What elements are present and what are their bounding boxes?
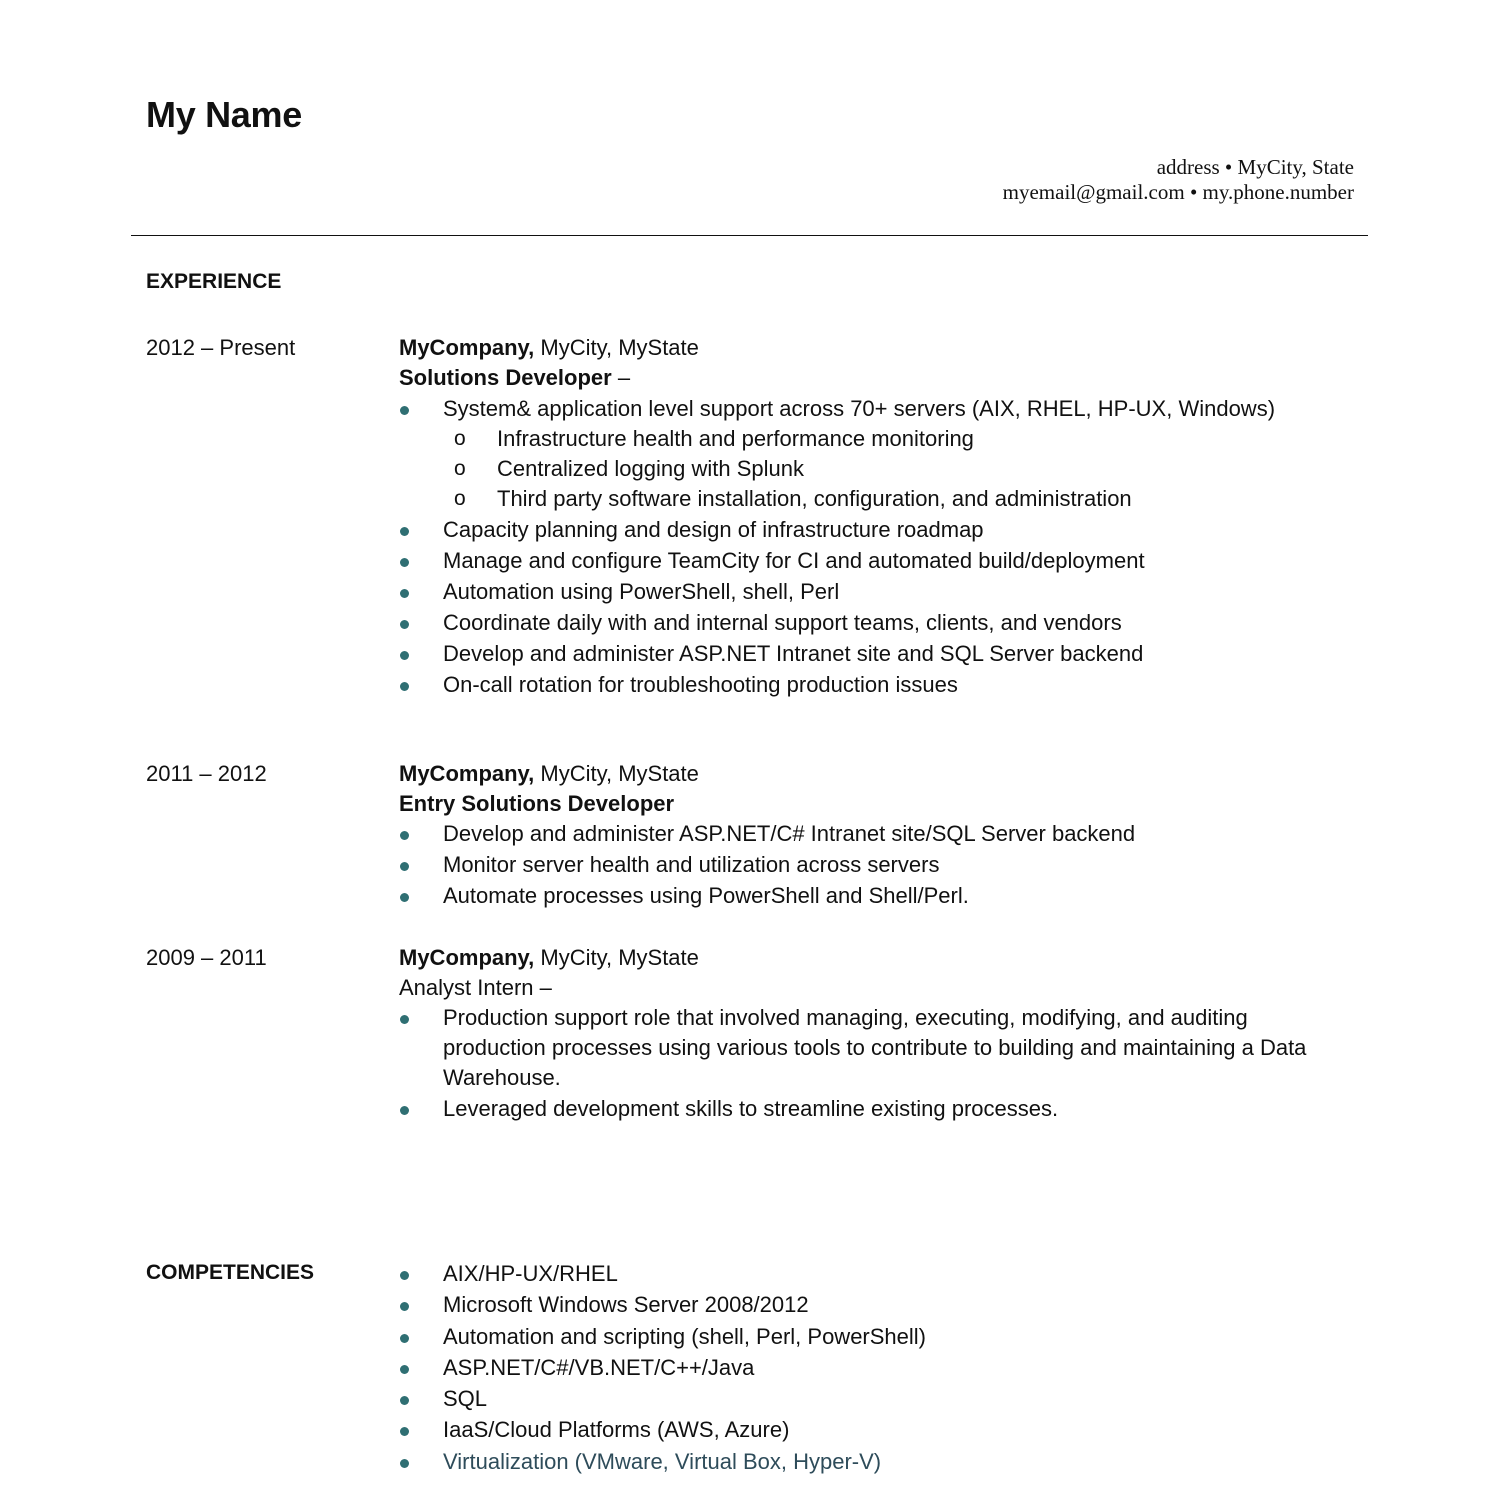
list-item: IaaS/Cloud Platforms (AWS, Azure)	[443, 1417, 790, 1442]
bullet-dot	[400, 1015, 409, 1024]
contact-email-phone: myemail@gmail.com • my.phone.number	[1002, 180, 1354, 204]
bullet-dot	[400, 527, 409, 536]
list-item: Virtualization (VMware, Virtual Box, Hyper-V)	[443, 1449, 882, 1474]
list-item: On-call rotation for troubleshooting production issues	[443, 672, 958, 697]
sub-list-item: Third party software installation, configuration, and administration	[497, 486, 1132, 511]
bullet-dot	[400, 1427, 409, 1436]
list-item: Monitor server health and utilization across servers	[443, 852, 940, 877]
job-location: MyCity, MyState	[534, 945, 699, 970]
list-item: Automation and scripting (shell, Perl, PowerShell)	[443, 1324, 927, 1349]
bullet-dot	[400, 1302, 409, 1311]
list-item: System& application level support across 70+ servers (AIX, RHEL, HP-UX, Windows)	[443, 396, 1276, 421]
bullet-dot	[400, 589, 409, 598]
bullet-dot	[400, 1106, 409, 1115]
list-item-continuation: Warehouse.	[443, 1065, 561, 1090]
resume-name: My Name	[146, 94, 302, 135]
job-company-line	[399, 945, 699, 971]
job-dates: 2009 – 2011	[146, 945, 267, 970]
bullet-dot	[400, 620, 409, 629]
list-item: Develop and administer ASP.NET/C# Intranet site/SQL Server backend	[443, 821, 1136, 846]
bullet-dot	[400, 1365, 409, 1374]
job-company: MyCompany,	[399, 761, 535, 786]
job-company: MyCompany,	[399, 945, 535, 970]
bullet-dot	[400, 862, 409, 871]
list-item-continuation: production processes using various tools to contribute to building and maintaining a Data	[443, 1035, 1307, 1060]
bullet-dot	[400, 558, 409, 567]
job-company-line	[399, 761, 699, 787]
job-location: MyCity, MyState	[534, 335, 699, 360]
bullet-dot	[400, 1459, 409, 1468]
list-item: ASP.NET/C#/VB.NET/C++/Java	[443, 1355, 755, 1380]
competencies-heading: COMPETENCIES	[146, 1261, 315, 1284]
bullet-dot	[400, 1334, 409, 1343]
job-title: Analyst Intern –	[399, 975, 552, 1000]
job-location: MyCity, MyState	[534, 761, 699, 786]
bullet-dot	[400, 831, 409, 840]
list-item: Coordinate daily with and internal support teams, clients, and vendors	[443, 610, 1122, 635]
sub-list-item: Centralized logging with Splunk	[497, 456, 804, 481]
job-title: Solutions Developer	[399, 365, 612, 390]
job-title-line	[399, 365, 630, 391]
list-item: Capacity planning and design of infrastructure roadmap	[443, 517, 984, 542]
job-dates: 2011 – 2012	[146, 761, 267, 786]
bullet-dot	[400, 682, 409, 691]
list-item: Microsoft Windows Server 2008/2012	[443, 1292, 809, 1317]
job-company-line	[399, 335, 699, 361]
contact-address: address • MyCity, State	[1156, 155, 1354, 179]
list-item: Production support role that involved managing, executing, modifying, and auditing	[443, 1005, 1248, 1030]
sub-bullet-marker: o	[454, 457, 466, 480]
bullet-dot	[400, 1271, 409, 1280]
header-divider	[131, 235, 1368, 236]
bullet-dot	[400, 406, 409, 415]
job-company: MyCompany,	[399, 335, 535, 360]
bullet-dot	[400, 651, 409, 660]
job-title: Entry Solutions Developer	[399, 791, 675, 816]
list-item: Develop and administer ASP.NET Intranet site and SQL Server backend	[443, 641, 1144, 666]
bullet-dot	[400, 893, 409, 902]
sub-list-item: Infrastructure health and performance monitoring	[497, 426, 974, 451]
sub-bullet-marker: o	[454, 487, 466, 510]
list-item: Leveraged development skills to streamline existing processes.	[443, 1096, 1059, 1121]
job-dates: 2012 – Present	[146, 335, 296, 360]
list-item: Manage and configure TeamCity for CI and automated build/deployment	[443, 548, 1145, 573]
list-item: AIX/HP-UX/RHEL	[443, 1261, 618, 1286]
sub-bullet-marker: o	[454, 427, 466, 450]
experience-heading: EXPERIENCE	[146, 270, 282, 293]
bullet-dot	[400, 1396, 409, 1405]
job-title-suffix: –	[611, 365, 631, 390]
list-item: Automate processes using PowerShell and Shell/Perl.	[443, 883, 969, 908]
list-item: Automation using PowerShell, shell, Perl	[443, 579, 840, 604]
list-item: SQL	[443, 1386, 488, 1411]
